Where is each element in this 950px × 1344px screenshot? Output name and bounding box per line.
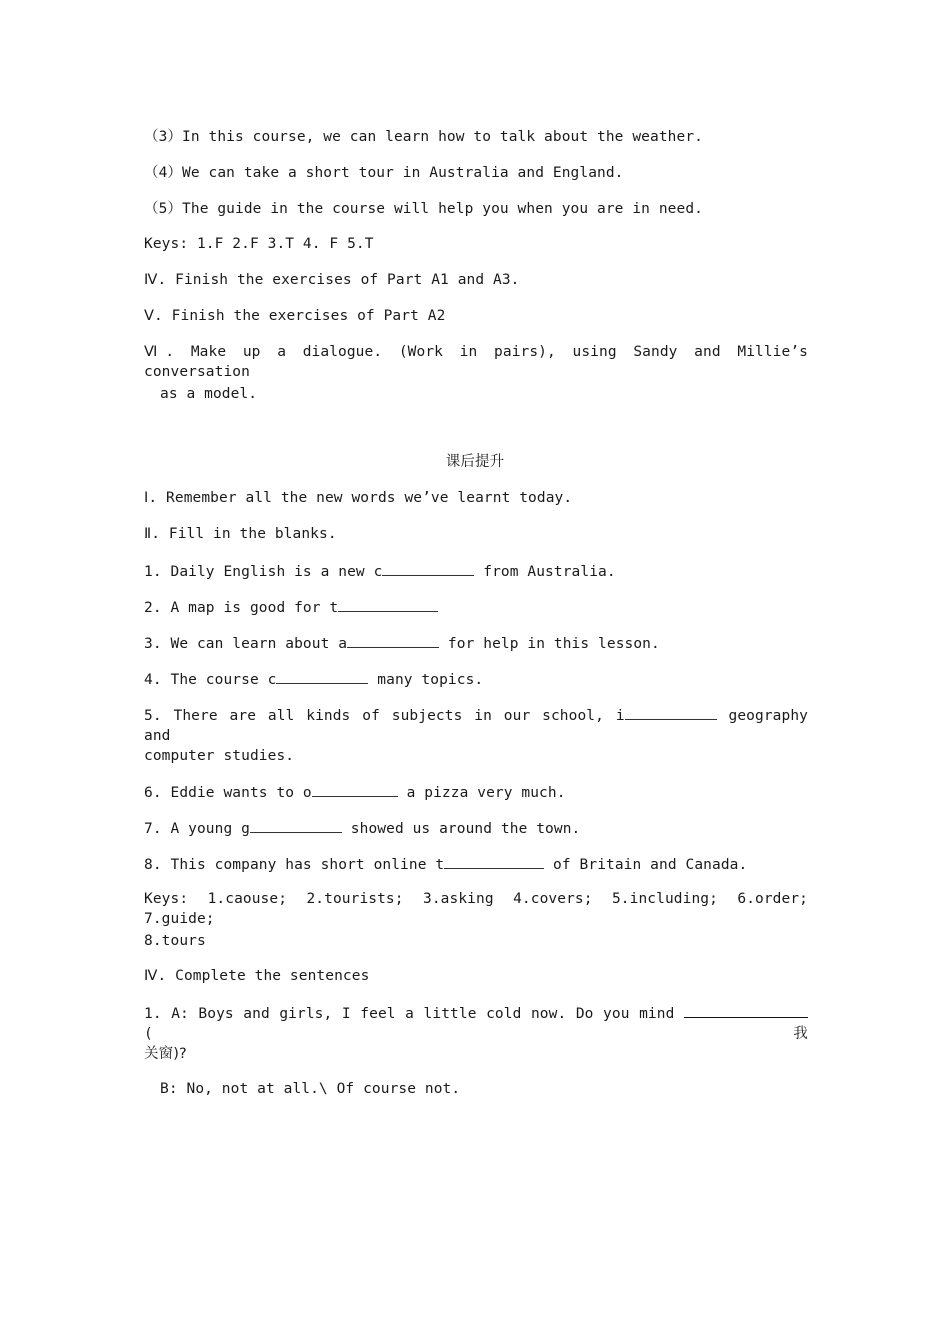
question-text: 1. Daily English is a new c — [144, 564, 383, 580]
complete-question-1 — [144, 1002, 808, 1044]
question-text: of Britain and Canada. — [544, 857, 748, 873]
question-text: geography and — [144, 708, 808, 744]
task-i: Ⅰ. Remember all the new words we’ve learnt today. — [144, 490, 573, 506]
question-text: for help in this lesson. — [439, 636, 660, 652]
blank-question-7 — [144, 817, 808, 839]
complete-question-1-continued: 关窗)? — [144, 1046, 187, 1062]
blank-question-6 — [144, 781, 808, 803]
answer-blank[interactable] — [347, 632, 439, 648]
question-text: from Australia. — [474, 564, 616, 580]
blank-question-4 — [144, 668, 808, 690]
blank-question-5-continued: computer studies. — [144, 748, 295, 764]
question-text: a pizza very much. — [397, 785, 566, 801]
answer-blank[interactable] — [444, 853, 544, 869]
question-text: 8. This company has short online t — [144, 857, 445, 873]
answer-blank[interactable] — [276, 668, 368, 684]
question-text: 5. There are all kinds of subjects in our school, i — [144, 708, 625, 724]
statement-3: （3）In this course, we can learn how to talk about the weather. — [144, 129, 703, 145]
answer-blank[interactable] — [250, 817, 342, 833]
answer-keys-2-continued: 8.tours — [144, 933, 206, 949]
task-iv: Ⅳ. Finish the exercises of Part A1 and A3. — [144, 272, 520, 288]
question-text: (我 — [144, 1026, 808, 1042]
question-text: 7. A young g — [144, 821, 250, 837]
blank-question-3 — [144, 632, 808, 654]
question-text: showed us around the town. — [341, 821, 581, 837]
task-vi-continued: as a model. — [160, 386, 258, 402]
task-ii: Ⅱ. Fill in the blanks. — [144, 526, 337, 542]
blank-question-8 — [144, 853, 808, 875]
blank-question-5 — [144, 704, 808, 746]
task-iv-complete: Ⅳ. Complete the sentences — [144, 968, 370, 984]
question-text: 3. We can learn about a — [144, 636, 348, 652]
task-v: Ⅴ. Finish the exercises of Part A2 — [144, 308, 446, 324]
question-text: many topics. — [368, 672, 484, 688]
question-text: 4. The course c — [144, 672, 277, 688]
blank-question-2 — [144, 596, 808, 618]
question-text: 1. A: Boys and girls, I feel a little cold now. Do you mind — [144, 1006, 675, 1022]
answer-keys-2: Keys: 1.caouse; 2.tourists; 3.asking 4.covers; 5.including; 6.order; 7.guide; — [144, 891, 808, 927]
statement-5: （5）The guide in the course will help you when you are in need. — [144, 201, 703, 217]
complete-question-1-answer: B: No, not at all.\ Of course not. — [160, 1081, 461, 1097]
answer-blank[interactable] — [312, 781, 398, 797]
answer-blank[interactable] — [382, 560, 474, 576]
answer-keys-1: Keys: 1.F 2.F 3.T 4. F 5.T — [144, 236, 374, 252]
section-heading: 课后提升 — [445, 454, 505, 470]
task-vi: Ⅵ. Make up a dialogue. (Work in pairs), using Sandy and Millie’s conversation — [144, 344, 808, 380]
statement-4: （4）We can take a short tour in Australia and England. — [144, 165, 624, 181]
question-text: 2. A map is good for t — [144, 600, 339, 616]
answer-blank[interactable] — [684, 1002, 808, 1018]
blank-question-1 — [144, 560, 808, 582]
question-text: 6. Eddie wants to o — [144, 785, 312, 801]
answer-blank[interactable] — [625, 704, 717, 720]
answer-blank[interactable] — [338, 596, 438, 612]
